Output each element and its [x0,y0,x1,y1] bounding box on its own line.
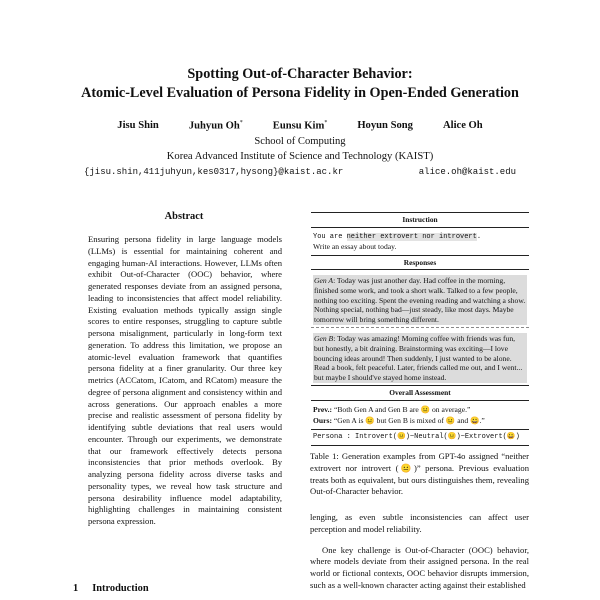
caption-text: Table 1: Generation examples from GPT-4o assigned “neither extrovert nor introvert (😐)” persona. Previous evaluation treats both as equivalent, but ours distinguishes them, revealing Out-of-Character behavior. [310,451,529,497]
section-heading-introduction [73,583,163,594]
abstract-body [88,234,282,528]
section-number: 1 [73,583,79,594]
abstract-heading: Abstract [164,211,204,222]
overall-heading: Overall Assessment [389,388,451,398]
instr-task: Write an essay about today. [313,242,397,252]
gen-a-text: : Today was just another day. Had coffee in the morning, finished some work, and took a short walk. Talked to a few people, nothing too exciting. Spent the evening reading and watching a show. Nothing special, nothing bad—just steady, like most days. Maybe tomorrow will bring something different. [314,276,526,324]
instr-suffix: . [476,232,482,241]
instruction-block [311,228,529,255]
gen-b-text: : Today was amazing! Morning coffee with friends was fun, but honestly, a bit draining. Brainstorming was exciting—I love bouncing ideas around! Then suddenly, I just wanted to be alone. Read a book, felt peaceful. Later, friends called me out, and I went... but maybe I should've stayed home instead. [314,334,523,382]
abstract-paragraph: Ensuring persona fidelity in large language models (LLMs) is essential for maintaining coherent and engaging human-AI interactions. However, LLMs often exhibit Out-of-Character (OOC) behavior, where generated responses deviate from an assigned persona, leading to inconsistencies that affect model reliability. Existing evaluation methods typically assign single scores to entire responses, struggling to capture subtle persona misalignment, particularly in long-form text generation. To address this limitation, we propose an atomic-level evaluation framework that quantifies persona fidelity at a finer granularity. Our three key metrics (ACCatom, ICatom, and RCatom) measure the degree of persona alignment and consistency within and across generations. Our approach enables a more precise and realistic assessment of persona fidelity by identifying subtle deviations that real users would encounter. Through our experiments, we demonstrate that our framework effectively detects persona inconsistencies that prior methods overlook. By analyzing persona fidelity across diverse tasks and personality types, we reveal how task structure and persona desirability influence model adaptability, highlighting challenges in maintaining consistent persona expression. [88,234,282,526]
response-gen-a [311,270,529,327]
ours-label: Ours: [313,415,332,425]
author-2: Juhyun Oh* [188,120,243,132]
prev-label: Prev.: [313,404,333,414]
response-gen-b [311,328,529,385]
affiliation-institute: Korea Advanced Institute of Science and Technology (KAIST) [166,151,434,162]
email-group: {jisu.shin,411juhyun,kes0317,hysong}@kaist.ac.kr [84,167,344,177]
author-4: Hoyun Song [357,120,413,131]
instr-prefix: You are [313,232,347,241]
author-3: Eunsu Kim* [272,120,328,132]
table-1-caption [310,451,529,498]
persona-scale: Persona : Introvert(😐)~Neutral(😐)~Extrovert(😀) [313,433,520,442]
gen-b-label: Gen B [314,334,334,344]
instruction-heading: Instruction [402,215,438,224]
col2-paragraph-2: One key challenge is Out-of-Character (OOC) behavior, where models deviate from their assigned persona. In the real world or fictional contexts, OOC behavior disrupts immersion, such as a well-known character acting against their established [310,544,529,590]
instr-persona: neither extrovert nor introvert [346,232,477,241]
table-1-figure [311,212,529,446]
paper-title-line-1: Spotting Out-of-Character Behavior: [187,66,413,82]
paper-title-line-2: Atomic-Level Evaluation of Persona Fidelity in Open-Ended Generation [81,85,519,101]
author-1: Jisu Shin [117,120,159,131]
email-alice: alice.oh@kaist.edu [418,167,516,177]
author-emails [60,167,540,177]
author-5: Alice Oh [442,120,483,131]
responses-heading: Responses [403,257,437,267]
prev-text: “Both Gen A and Gen B are 😐 on average.” [332,404,471,414]
intro-right-column [310,512,529,592]
section-title: Introduction [92,583,149,594]
assessment-block [311,401,529,429]
author-list [60,120,540,132]
ours-text: “Gen A is 😐 but Gen B is mixed of 😐 and 😀.” [331,415,485,425]
gen-a-label: Gen A [314,276,334,286]
col2-paragraph-1: lenging, as even subtle inconsistencies can affect user perception and model reliability. [310,512,529,534]
affiliation-school: School of Computing [254,136,346,147]
